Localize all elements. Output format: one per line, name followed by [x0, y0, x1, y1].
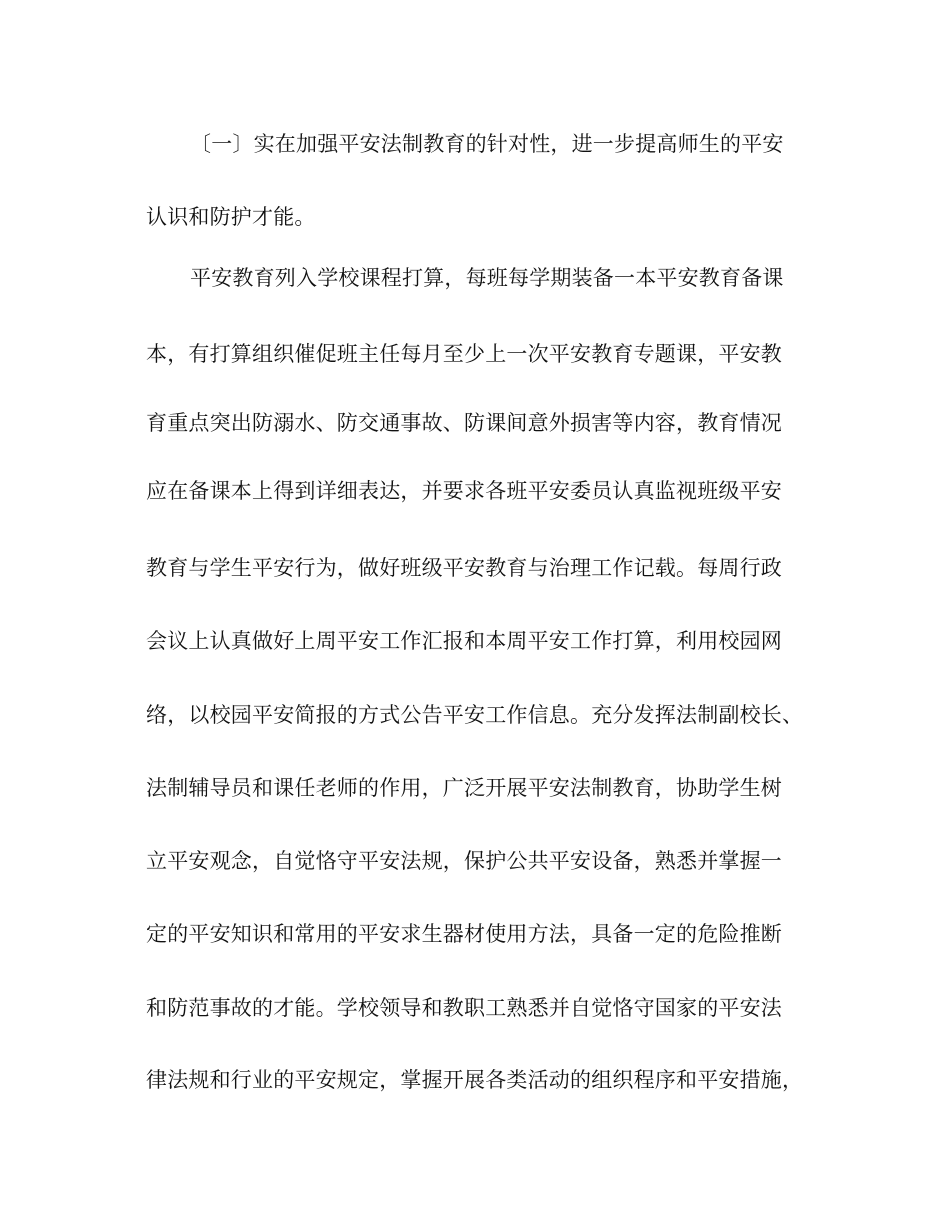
paragraph-line-1: 平安教育列入学校课程打算，每班每学期装备一本平安教育备课 [190, 266, 784, 290]
paragraph-line-4: 应在备课本上得到详细表达，并要求各班平安委员认真监视班级平安 [146, 479, 782, 503]
section-heading-line-1: 〔一〕实在加强平安法制教育的针对性，进一步提高师生的平安 [190, 132, 784, 156]
paragraph-line-7: 络，以校园平安简报的方式公告平安工作信息。充分发挥法制副校长、 [146, 703, 804, 727]
paragraph-line-2: 本，有打算组织催促班主任每月至少上一次平安教育专题课，平安教 [146, 342, 782, 366]
paragraph-line-10: 定的平安知识和常用的平安求生器材使用方法，具备一定的危险推断 [146, 922, 782, 946]
paragraph-line-3: 育重点突出防溺水、防交通事故、防课间意外损害等内容，教育情况 [146, 411, 782, 435]
paragraph-line-5: 教育与学生平安行为，做好班级平安教育与治理工作记载。每周行政 [146, 556, 782, 580]
paragraph-line-11: 和防范事故的才能。学校领导和教职工熟悉并自觉恪守国家的平安法 [146, 996, 782, 1020]
paragraph-line-8: 法制辅导员和课任老师的作用，广泛开展平安法制教育，协助学生树 [146, 776, 782, 800]
paragraph-line-6: 会议上认真做好上周平安工作汇报和本周平安工作打算，利用校园网 [146, 629, 782, 653]
paragraph-line-9: 立平安观念，自觉恪守平安法规，保护公共平安设备，熟悉并掌握一 [146, 849, 782, 873]
section-heading-line-2: 认识和防护才能。 [146, 205, 316, 229]
paragraph-line-12: 律法规和行业的平安规定，掌握开展各类活动的组织程序和平安措施， [146, 1068, 804, 1092]
